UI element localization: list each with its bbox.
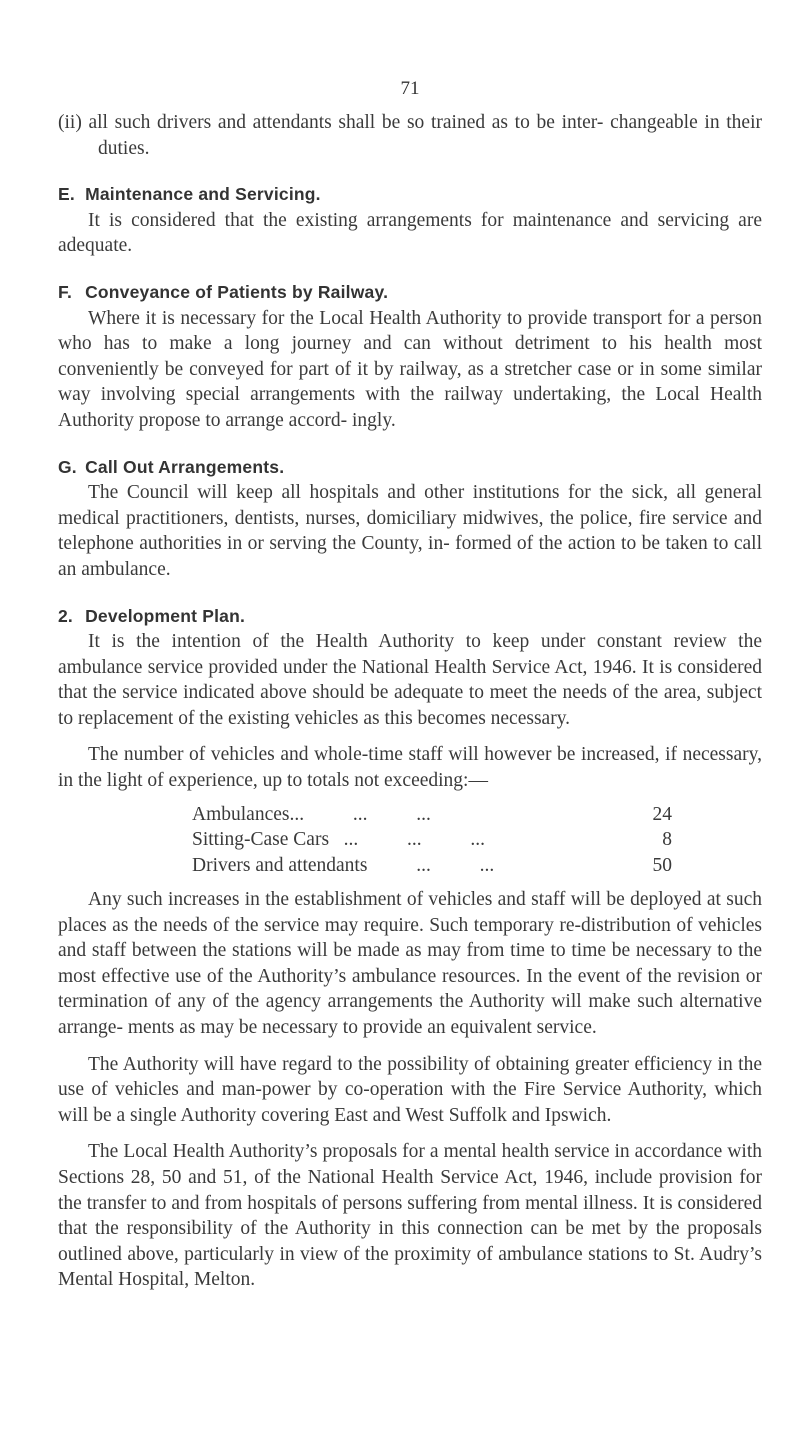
totals-row bbox=[192, 853, 672, 879]
paragraph: The Authority will have regard to the possibility of obtaining greater efficiency in the use of vehicles and man-power by co-operation with the Fire Service Authority, which will be a single Authority covering East and West Suffolk and Ipswich. bbox=[58, 1053, 762, 1126]
item-ii-text: (ii) all such drivers and attendants shall be so trained as to be inter- changeable in their duties. bbox=[58, 112, 762, 159]
section-label: F. bbox=[58, 281, 73, 302]
page-number: 71 bbox=[400, 78, 420, 99]
paragraph: The Local Health Authority’s proposals for a mental health service in accordance with Sections 28, 50 and 51, of the National Health Service Act, 1946, include provision for the transfer to and from hospitals of persons suffering from mental illness. It is considered that the responsibility of the Authority in this connection can be met by the proposals outlined above, particularly in view of the proximity of ambulance stations to St. Audry’s Mental Hospital, Melton. bbox=[58, 1141, 762, 1291]
totals-label: Sitting-Case Cars ... ... ... bbox=[192, 829, 486, 851]
section-heading-e bbox=[58, 182, 762, 208]
totals-row bbox=[192, 802, 672, 828]
section-label: G. bbox=[58, 456, 77, 477]
section-heading-f bbox=[58, 280, 762, 306]
section-title: Conveyance of Patients by Railway. bbox=[85, 281, 389, 302]
totals-value: 8 bbox=[662, 829, 672, 851]
section-heading-2 bbox=[58, 604, 762, 630]
section-label: E. bbox=[58, 184, 75, 205]
totals-value: 50 bbox=[652, 855, 672, 877]
paragraph: Where it is necessary for the Local Health Authority to provide transport for a person who has to make a long journey and can without detriment to his health most conveniently be conveyed for part of it by railway, as a stretcher case or in some similar way involving special arrangements with the railway undertaking, the Local Health Authority propose to arrange accord- ingly. bbox=[58, 307, 762, 431]
paragraph: The Council will keep all hospitals and other institutions for the sick, all general medical practitioners, dentists, nurses, domiciliary midwives, the police, fire service and telephone authorities in or serving the County, in- formed of the action to be taken to call an ambulance. bbox=[58, 482, 762, 580]
totals-row bbox=[192, 827, 672, 853]
paragraph: It is considered that the existing arrangements for maintenance and servicing are adequate. bbox=[58, 209, 762, 257]
totals-value: 24 bbox=[652, 803, 672, 825]
paragraph: It is the intention of the Health Authority to keep under constant review the ambulance service provided under the National Health Service Act, 1946. It is considered that the service indicated above should be adequate to meet the needs of the area, subject to replacement of the existing vehicles as this becomes necessary. bbox=[58, 631, 762, 729]
section-f bbox=[58, 280, 762, 434]
totals-table bbox=[192, 802, 672, 879]
totals-label: Ambulances... ... ... bbox=[192, 803, 431, 825]
section-heading-g bbox=[58, 455, 762, 481]
paragraph: The number of vehicles and whole-time staff will however be increased, if necessary, in the light of experience, up to totals not exceeding:— bbox=[58, 744, 762, 792]
section-title: Maintenance and Servicing. bbox=[85, 184, 321, 205]
section-label: 2. bbox=[58, 605, 73, 626]
totals-label: Drivers and attendants ... ... bbox=[192, 855, 495, 877]
section-2-development-plan bbox=[58, 604, 762, 794]
section-e bbox=[58, 182, 762, 259]
section-title: Development Plan. bbox=[85, 605, 246, 626]
paragraph: Any such increases in the establishment of vehicles and staff will be deployed at such places as the needs of the service may require. Such temporary re-distribution of vehicles and staff between the stations will be made as may from time to time be necessary to the most effective use of the Authority’s ambulance resources. In the event of the revision or termination of any of the agency arrangements the Authority will make such alternative arrange- ments as may be necessary to provide an equivalent service. bbox=[58, 889, 762, 1039]
section-g bbox=[58, 455, 762, 583]
section-title: Call Out Arrangements. bbox=[85, 456, 285, 477]
